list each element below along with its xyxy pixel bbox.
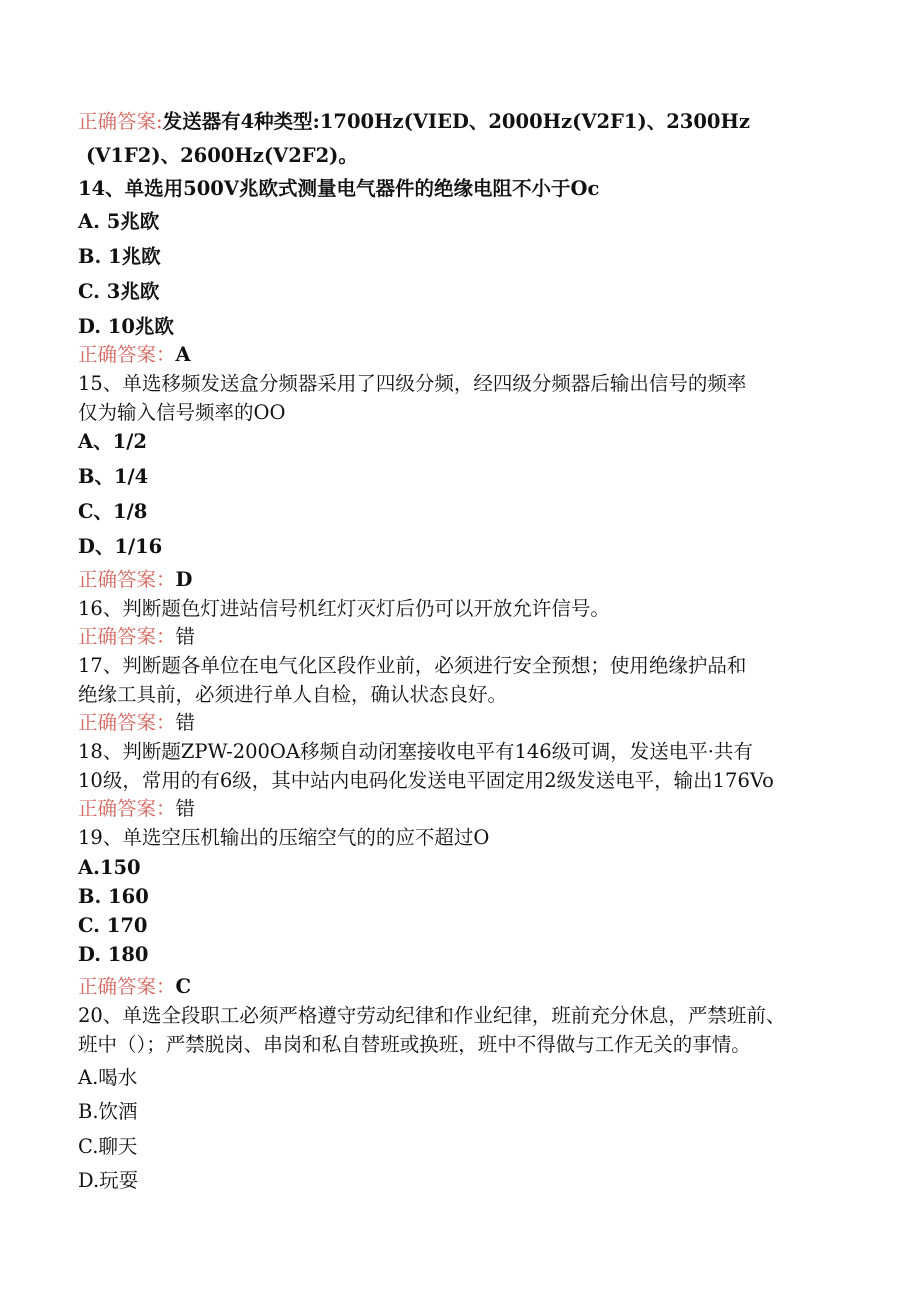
q19-option-c: C. 170 [78,914,148,937]
q15-option-d: D、1/16 [78,535,163,558]
answer-label: 正确答案: [78,110,163,133]
q19-option-b: B. 160 [78,885,149,908]
answer-label: 正确答案： [78,343,176,366]
question-20-stem-2: 班中（）；严禁脱岗、串岗和私自替班或换班，班中不得做与工作无关的事情。 [78,1033,751,1056]
question-20-stem-1: 20、单选全段职工必须严格遵守劳动纪律和作业纪律，班前充分休息，严禁班前、 [78,1004,786,1027]
q14-option-b: B. 1兆欧 [78,245,161,268]
answer-line-q14 [78,343,191,367]
answer-label: 正确答案： [78,797,176,820]
question-18-stem-2: 10级，常用的有6级，其中站内电码化发送电平固定用2级发送电平，输出176Vo [78,769,774,792]
answer-line-q16 [78,625,195,649]
answer-line-q18 [78,797,195,821]
q15-option-a: A、1/2 [78,430,147,453]
answer-line-q17 [78,711,195,735]
question-15-stem-2: 仅为输入信号频率的OO [78,401,286,424]
q15-option-b: B、1/4 [78,465,149,488]
q14-option-a: A. 5兆欧 [78,210,160,233]
answer-text-continued: (V1F2)、2600Hz(V2F2)。 [86,144,358,167]
q20-option-b [78,1100,138,1124]
q14-option-d: D. 10兆欧 [78,315,174,338]
q20-option-a [78,1066,137,1090]
answer-label: 正确答案： [78,625,176,648]
answer-line-q15 [78,568,192,592]
answer-line-q19 [78,975,191,999]
answer-value: C [175,975,192,998]
answer-value: A [175,343,191,366]
answer-text: 发送器有4种类型:1700Hz(VIED、2000Hz(V2F1)、2300Hz [162,110,750,133]
question-15-stem-1: 15、单选移频发送盒分频器采用了四级分频，经四级分频器后输出信号的频率 [78,372,747,395]
option-text: B.饮酒 [78,1100,138,1123]
question-17-stem-1: 17、判断题各单位在电气化区段作业前，必须进行安全预想；使用绝缘护品和 [78,654,747,677]
q19-option-d: D. 180 [78,943,149,966]
q19-option-a: A.150 [78,856,141,879]
question-19-stem: 19、单选空压机输出的压缩空气的的应不超过O [78,826,490,849]
question-18-stem-1: 18、判断题ZPW-200OA移频自动闭塞接收电平有146级可调，发送电平·共有 [78,740,753,763]
option-text: C.聊天 [78,1135,138,1158]
q20-option-c [78,1135,137,1159]
question-16-stem: 16、判断题色灯进站信号机红灯灭灯后仍可以开放允许信号。 [78,597,610,620]
answer-value: 错 [175,797,196,820]
q14-option-c: C. 3兆欧 [78,280,160,303]
answer-label: 正确答案： [78,568,176,591]
question-17-stem-2: 绝缘工具前，必须进行单人自检，确认状态良好。 [78,683,508,706]
option-text: D.玩耍 [78,1169,139,1192]
answer-label: 正确答案： [78,711,176,734]
answer-line-q13 [78,110,750,134]
answer-value: 错 [175,711,196,734]
option-text: A.喝水 [78,1066,138,1089]
q15-option-c: C、1/8 [78,500,148,523]
answer-label: 正确答案： [78,975,176,998]
answer-value: D [175,568,193,591]
q20-option-d [78,1169,138,1193]
answer-value: 错 [175,625,196,648]
question-14-stem: 14、单选用500V兆欧式测量电气器件的绝缘电阻不小于Oc [78,177,600,200]
